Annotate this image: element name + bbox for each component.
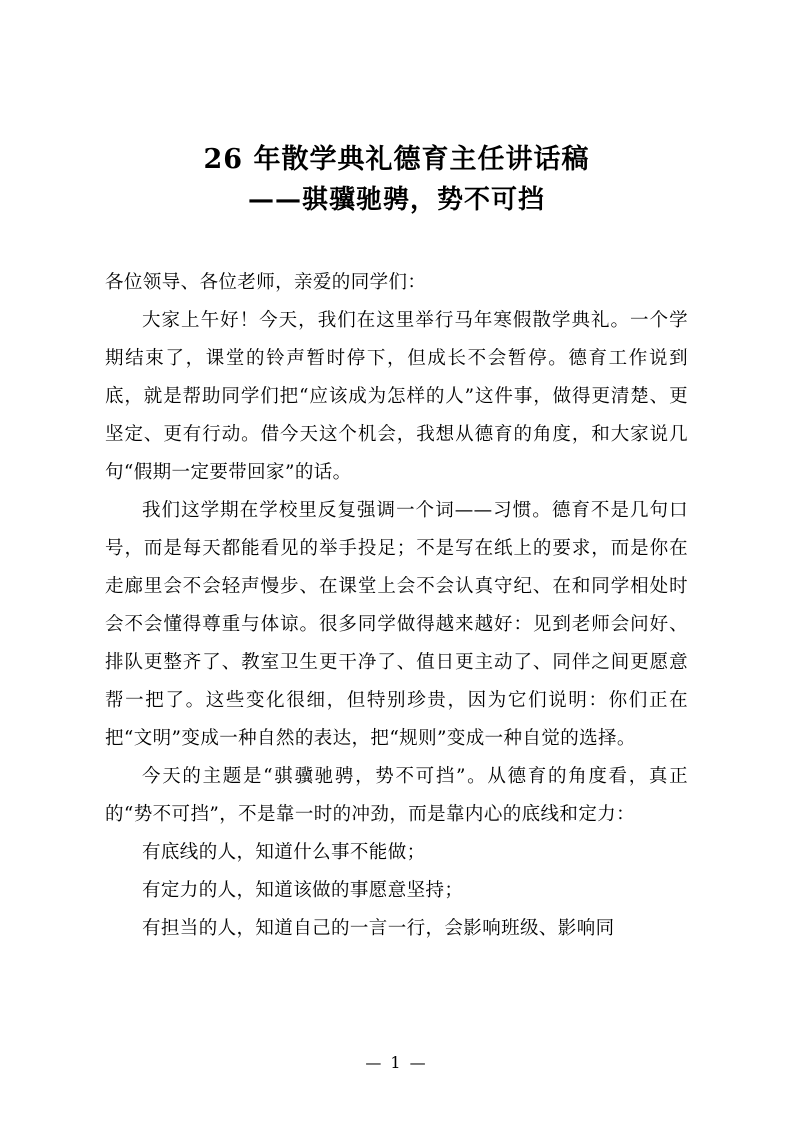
title-line-2: ——骐骥驰骋，势不可挡: [247, 185, 545, 215]
document-body: [105, 264, 688, 948]
paragraph-3: 今天的主题是“骐骥驰骋，势不可挡”。从德育的角度看，真正的“势不可挡”，不是靠一时的冲劲，而是靠内心的底线和定力：: [105, 766, 688, 825]
page-number: — 1 —: [365, 1053, 428, 1072]
paragraph-4: 有底线的人，知道什么事不能做；: [142, 842, 426, 863]
paragraph-2: 我们这学期在学校里反复强调一个词——习惯。德育不是几句口号，而是每天都能看见的举手投足；不是写在纸上的要求，而是你在走廊里会不会轻声慢步、在课堂上会不会认真守纪、在和同学相处时会不会懂得尊重与体谅。很多同学做得越来越好：见到老师会问好、排队更整齐了、教室卫生更干净了、值日更主动了、同伴之间更愿意帮一把了。这些变化很细，但特别珍贵，因为它们说明：你们正在把“文明”变成一种自然的表达，把“规则”变成一种自觉的选择。: [105, 500, 688, 749]
paragraph-1: 大家上午好！今天，我们在这里举行马年寒假散学典礼。一个学期结束了，课堂的铃声暂时停下，但成长不会暂停。德育工作说到底，就是帮助同学们把“应该成为怎样的人”这件事，做得更清楚、更坚定、更有行动。借今天这个机会，我想从德育的角度，和大家说几句“假期一定要带回家”的话。: [105, 310, 688, 483]
paragraph-salutation: 各位领导、各位老师，亲爱的同学们：: [105, 272, 427, 293]
title-line-1: 26 年散学典礼德育主任讲话稿: [203, 144, 590, 175]
paragraph-5: 有定力的人，知道该做的事愿意坚持；: [142, 880, 464, 901]
paragraph-6: 有担当的人，知道自己的一言一行，会影响班级、影响同: [142, 918, 615, 939]
page-title: [105, 0, 688, 220]
